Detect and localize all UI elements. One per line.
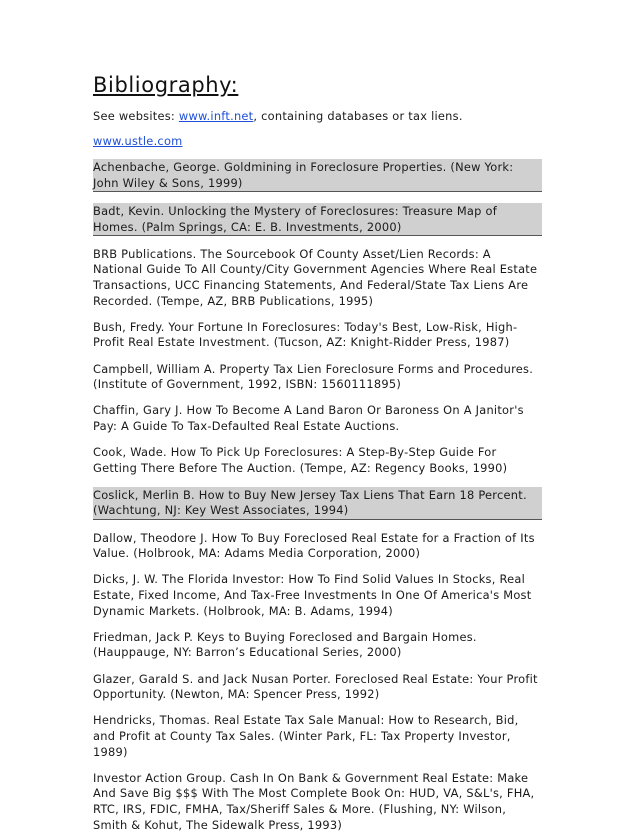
bibliography-entry: Achenbache, George. Goldmining in Foreclosure Properties. (New York: John Wiley & Sons, 1999) [93,159,542,192]
ustle-link[interactable]: www.ustle.com [93,133,183,148]
bibliography-entry: Dallow, Theodore J. How To Buy Foreclosed Real Estate for a Fraction of Its Value. (Holbrook, MA: Adams Media Corporation, 2000) [93,530,535,561]
bibliography-entry: Chaffin, Gary J. How To Become A Land Baron Or Baroness On A Janitor's Pay: A Guide To Tax-Defaulted Real Estate Auctions. [93,403,524,433]
bibliography-entry: Hendricks, Thomas. Real Estate Tax Sale Manual: How to Research, Bid, and Profit at County Tax Sales. (Winter Park, FL: Tax Property Investor, 1989) [93,713,519,759]
websites-line [93,109,542,125]
bibliography-list [93,159,542,833]
bibliography-entry: Dicks, J. W. The Florida Investor: How To Find Solid Values In Stocks, Real Estate, Fixed Income, And Tax-Free Investments In One Of America's Most Dynamic Markets. (Holbrook, MA: B. Adams, 1994) [93,572,532,618]
websites-prefix: See websites: [93,109,179,123]
inft-link[interactable]: www.inft.net [178,109,254,123]
bibliography-entry: Campbell, William A. Property Tax Lien Foreclosure Forms and Procedures. (Institute of Government, 1992, ISBN: 1560111895) [93,361,534,392]
bibliography-entry: Friedman, Jack P. Keys to Buying Foreclosed and Bargain Homes. (Hauppauge, NY: Barron’s Educational Series, 2000) [93,629,477,660]
bibliography-entry: Bush, Fredy. Your Fortune In Foreclosures: Today's Best, Low-Risk, High-Profit Real Estate Investment. (Tucson, AZ: Knight-Ridder Press, 1987) [93,319,518,350]
bibliography-entry: Investor Action Group. Cash In On Bank & Government Real Estate: Make And Save Big $$$ With The Most Complete Book On: HUD, VA, S&L's, FHA, RTC, IRS, FDIC, FMHA, Tax/Sheriff Sales & More. (Flushing, NY: Wilson, Smith & Kohut, The Sidewalk Press, 1993) [93,770,535,832]
bibliography-entry: Cook, Wade. How To Pick Up Foreclosures: A Step-By-Step Guide For Getting There Before The Auction. (Tempe, AZ: Regency Books, 1990) [93,445,508,475]
websites-suffix: , containing databases or tax liens. [253,109,463,123]
bibliography-entry: Coslick, Merlin B. How to Buy New Jersey Tax Liens That Earn 18 Percent. (Wachtung, NJ: Key West Associates, 1994) [93,487,542,520]
bibliography-entry: BRB Publications. The Sourcebook Of County Asset/Lien Records: A National Guide To All County/City Government Agencies Where Real Estate Transactions, UCC Financing Statements, And Federal/State Tax Liens Are Recorded. (Tempe, AZ, BRB Publications, 1995) [93,246,538,308]
bibliography-entry: Badt, Kevin. Unlocking the Mystery of Foreclosures: Treasure Map of Homes. (Palm Springs, CA: E. B. Investments, 2000) [93,203,542,236]
page-title: Bibliography: [93,73,239,97]
bibliography-entry: Glazer, Garald S. and Jack Nusan Porter. Foreclosed Real Estate: Your Profit Opportunity. (Newton, MA: Spencer Press, 1992) [93,671,538,702]
ustle-line [93,134,542,150]
